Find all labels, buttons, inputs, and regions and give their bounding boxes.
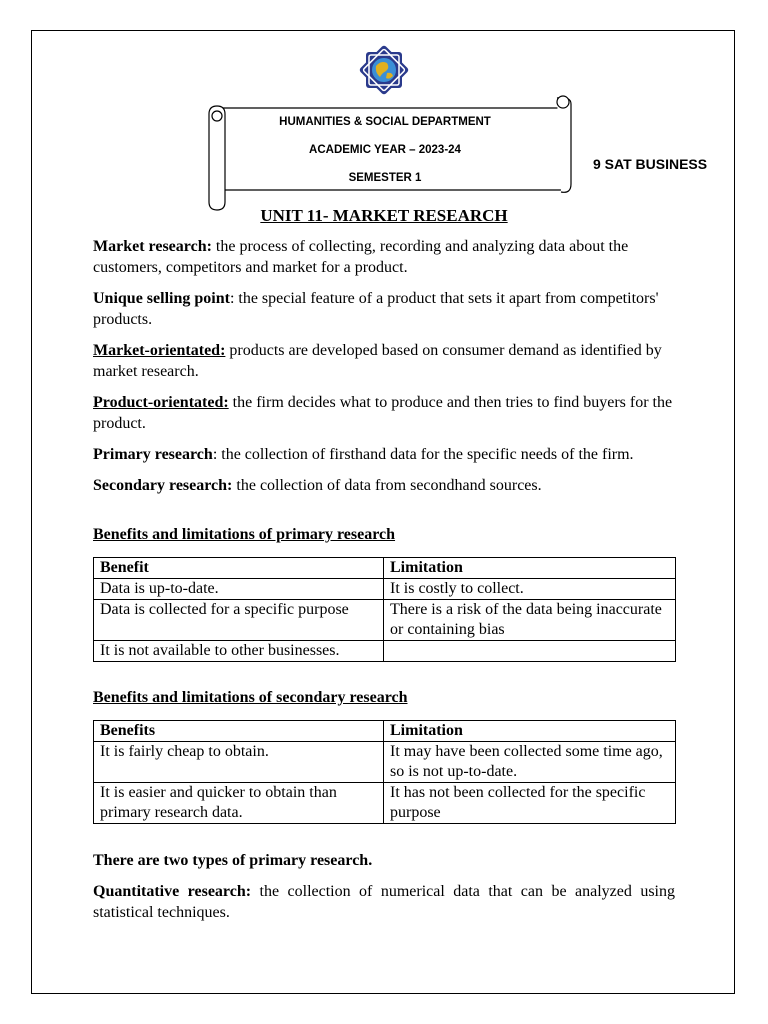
department-header [225, 108, 545, 192]
table-cell: Data is collected for a specific purpose [94, 600, 384, 641]
department-name: HUMANITIES & SOCIAL DEPARTMENT [279, 116, 491, 128]
table-cell: It is not available to other businesses. [94, 641, 384, 662]
closing-section [93, 850, 675, 933]
column-header: Limitation [384, 558, 676, 579]
definition-term: Primary research [93, 446, 213, 463]
table-cell: Data is up-to-date. [94, 579, 384, 600]
table-cell: It is fairly cheap to obtain. [94, 742, 384, 783]
definition-term: Product-orientated: [93, 394, 229, 411]
table-header-row [94, 721, 676, 742]
class-label: 9 SAT BUSINESS [593, 156, 708, 172]
table-cell: It may have been collected some time ago, so is not up-to-date. [384, 742, 676, 783]
definitions-list [93, 236, 675, 506]
definition-term: Secondary research: [93, 477, 233, 494]
unit-title: UNIT 11- MARKET RESEARCH [260, 206, 508, 225]
definition-item: Market research: the process of collecting, recording and analyzing data about the customers, competitors and market for a product. [93, 238, 629, 276]
table-row [94, 641, 676, 662]
column-header: Benefits [94, 721, 384, 742]
types-heading: There are two types of primary research. [93, 852, 373, 869]
secondary-research-table [93, 720, 676, 824]
column-header: Benefit [94, 558, 384, 579]
definition-item: Secondary research: the collection of data from secondhand sources. [93, 477, 542, 494]
definition-item: Quantitative research: the collection of numerical data that can be analyzed using statistical techniques. [93, 883, 675, 921]
academic-year: ACADEMIC YEAR – 2023-24 [309, 144, 461, 156]
definition-item: Unique selling point: the special feature of a product that sets it apart from competitors' products. [93, 290, 659, 328]
primary-table-heading: Benefits and limitations of primary research [93, 526, 396, 543]
table-row [94, 783, 676, 824]
definition-item: Product-orientated: the firm decides what to produce and then tries to find buyers for the product. [93, 394, 673, 432]
table-cell: It is easier and quicker to obtain than primary research data. [94, 783, 384, 824]
definition-item: Primary research: the collection of firsthand data for the specific needs of the firm. [93, 446, 634, 463]
table-row [94, 600, 676, 641]
secondary-table-heading: Benefits and limitations of secondary research [93, 689, 408, 706]
semester: SEMESTER 1 [348, 172, 422, 184]
table-cell [384, 641, 676, 662]
definition-term: Unique selling point [93, 290, 230, 307]
table-cell: It has not been collected for the specific purpose [384, 783, 676, 824]
definition-item: Market-orientated: products are developed based on consumer demand as identified by market research. [93, 342, 662, 380]
definition-term: Quantitative research: [93, 883, 252, 900]
table-header-row [94, 558, 676, 579]
school-crest-icon [356, 42, 412, 98]
definition-term: Market research: [93, 238, 212, 255]
table-cell: There is a risk of the data being inaccurate or containing bias [384, 600, 676, 641]
table-row [94, 579, 676, 600]
definition-term: Market-orientated: [93, 342, 226, 359]
primary-research-table [93, 557, 676, 662]
table-row [94, 742, 676, 783]
column-header: Limitation [384, 721, 676, 742]
table-cell: It is costly to collect. [384, 579, 676, 600]
